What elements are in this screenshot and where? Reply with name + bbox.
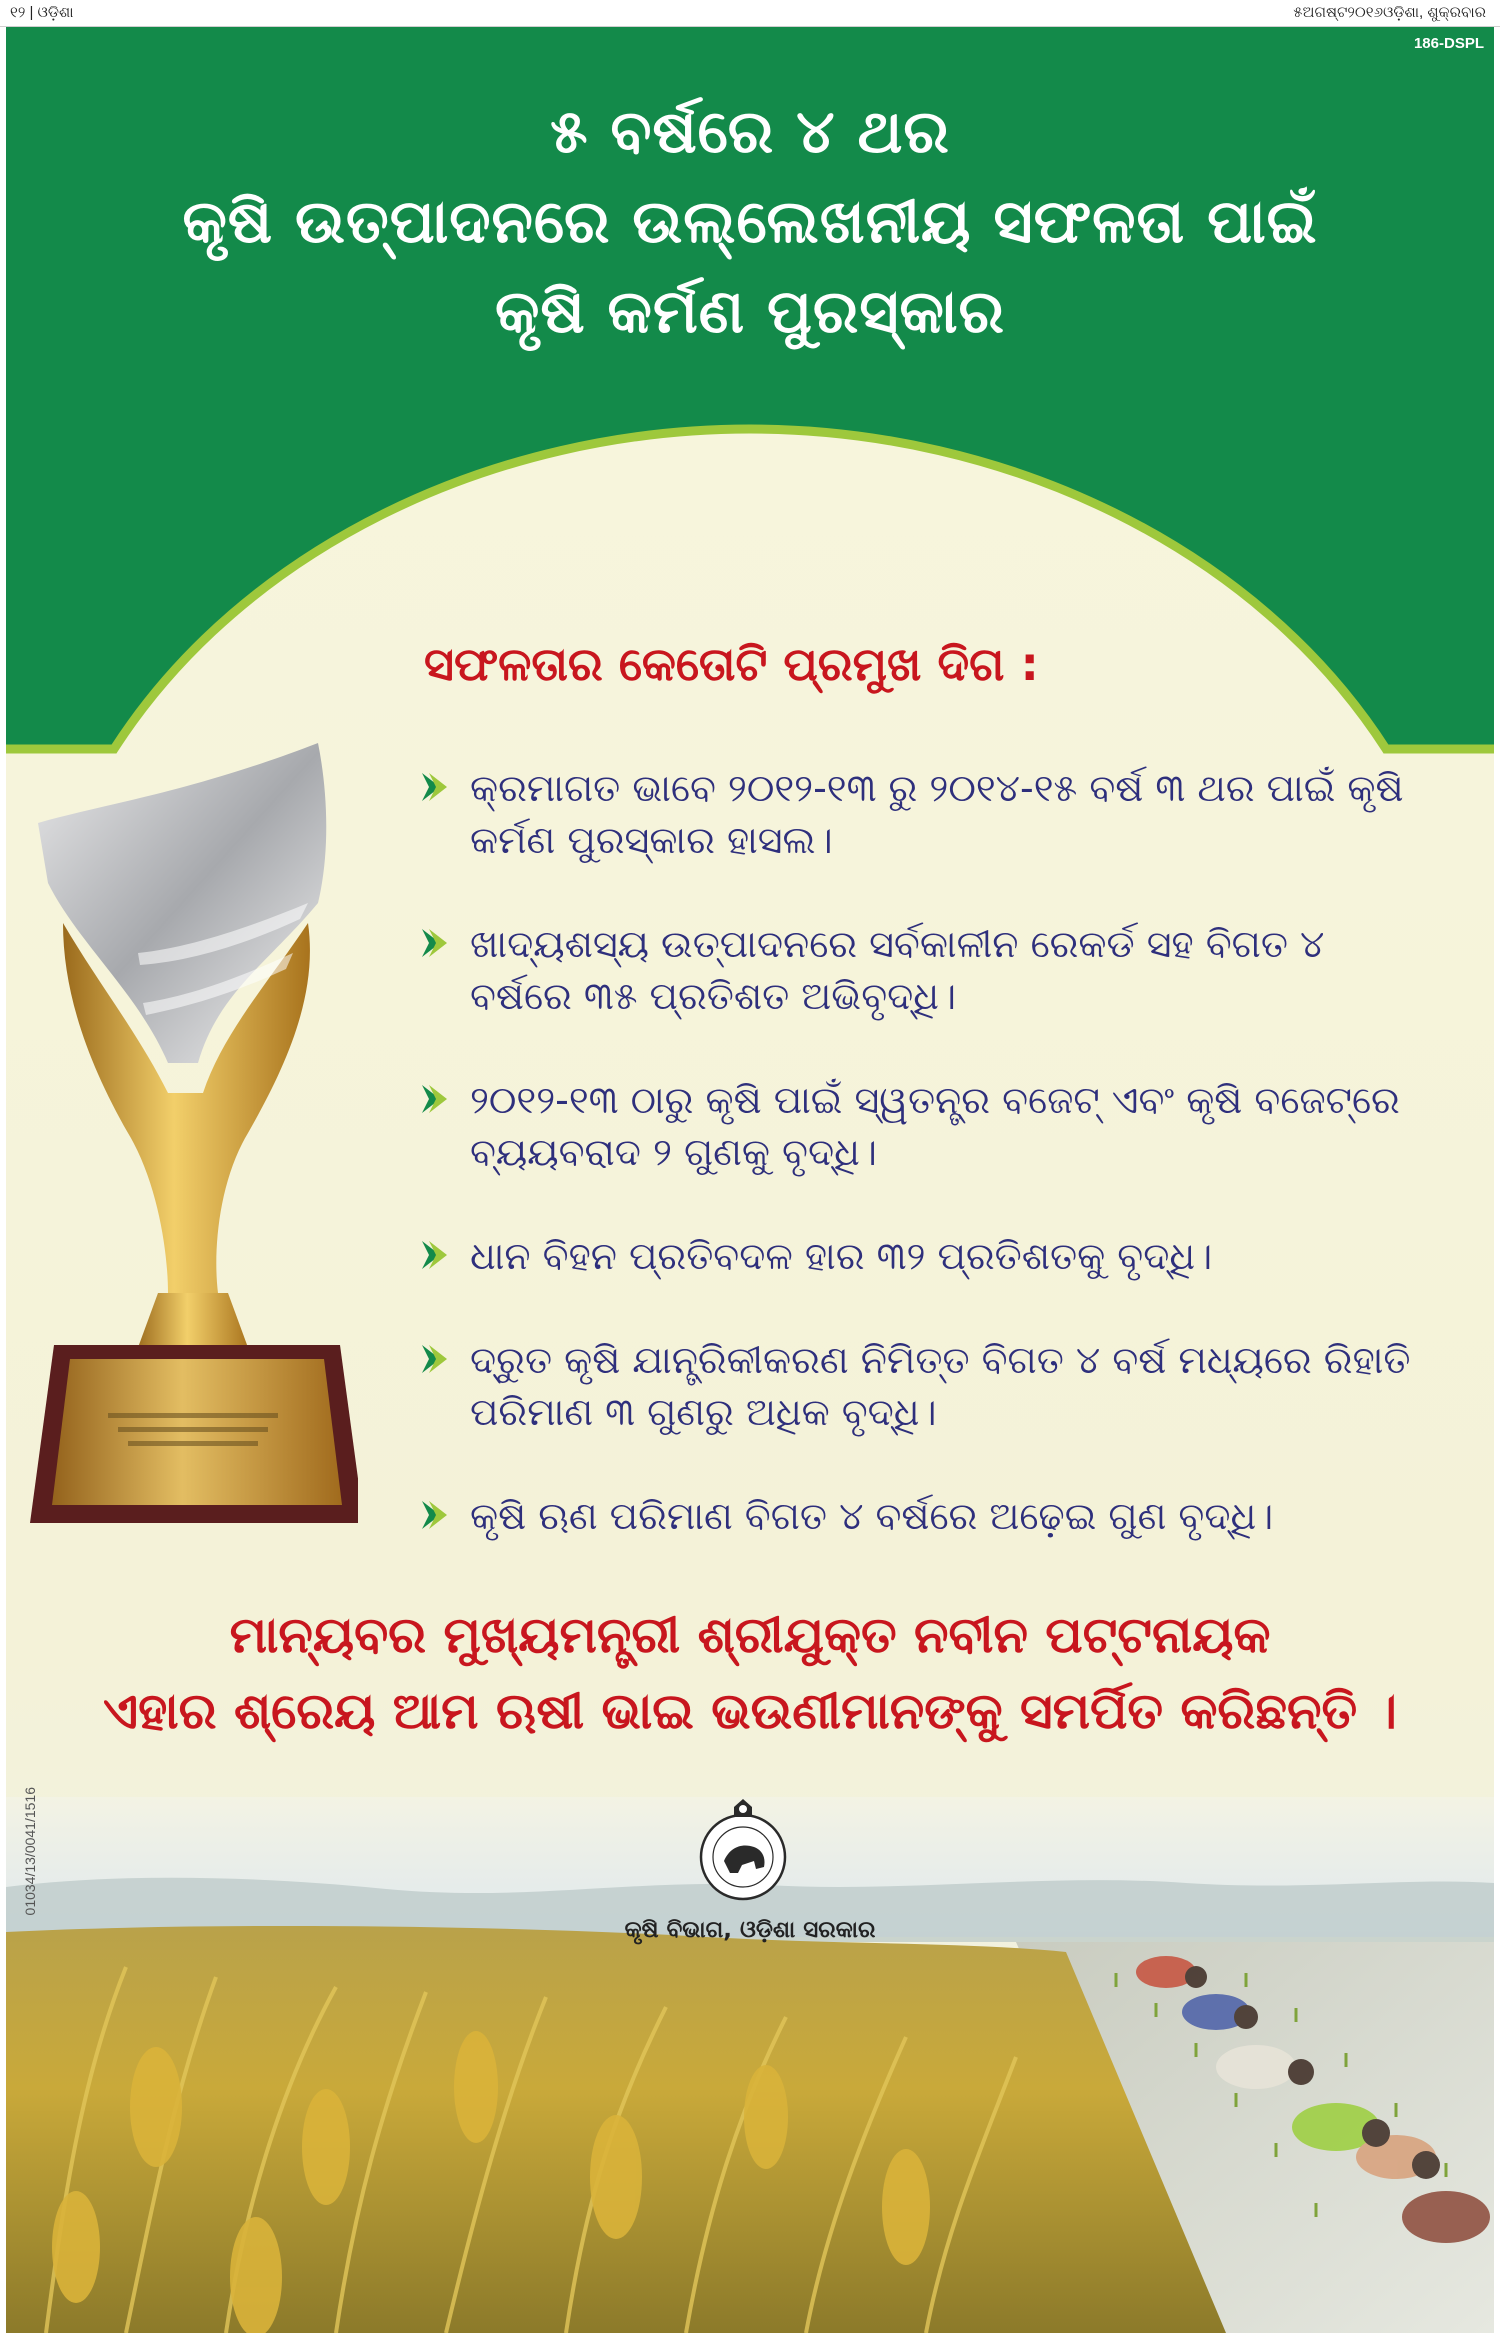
department-name: କୃଷି ବିଭାଗ, ଓଡ଼ିଶା ସରକାର <box>624 1917 876 1943</box>
chevron-right-icon <box>418 1238 448 1272</box>
list-item-text: ଦ୍ରୁତ କୃଷି ଯାନ୍ତ୍ରିକୀକରଣ ନିମିତ୍ତ ବିଗତ ୪ ବର୍ଷ ମଧ୍ୟରେ ରିହାତି ପରିମାଣ ୩ ଗୁଣରୁ ଅଧିକ ବୃଦ୍ଧି। <box>470 1338 1411 1434</box>
list-item <box>418 762 1438 866</box>
section-name: ଓଡ଼ିଶା <box>37 4 74 21</box>
credit-line-2: ଏହାର ଶ୍ରେୟ ଆମ ଋଷୀ ଭାଇ ଭଉଣୀମାନଙ୍କୁ ସମର୍ପିତ କରିଛନ୍ତି । <box>102 1682 1398 1740</box>
chief-minister-credit <box>6 1597 1494 1749</box>
credit-line-1: ମାନ୍ୟବର ମୁଖ୍ୟମନ୍ତ୍ରୀ ଶ୍ରୀଯୁକ୍ତ ନବୀନ ପଟ୍ଟନାୟକ <box>229 1606 1271 1664</box>
advertisement <box>6 27 1494 2333</box>
chevron-right-icon <box>418 770 448 804</box>
list-item <box>418 1074 1438 1178</box>
headline <box>6 87 1494 357</box>
list-item-text: ଧାନ ବିହନ ପ୍ରତିବଦଳ ହାର ୩୨ ପ୍ରତିଶତକୁ ବୃଦ୍ଧି। <box>470 1234 1213 1278</box>
ad-code: 186-DSPL <box>1413 35 1484 52</box>
achievement-list <box>418 762 1438 1594</box>
chevron-right-icon <box>418 1342 448 1376</box>
list-item <box>418 918 1438 1022</box>
list-item-text: ଖାଦ୍ୟଶସ୍ୟ ଉତ୍ପାଦନରେ ସର୍ବକାଳୀନ ରେକର୍ଡ ସହ ବିଗତ ୪ ବର୍ଷରେ ୩୫ ପ୍ରତିଶତ ଅଭିବୃଦ୍ଧି। <box>470 922 1325 1018</box>
odisha-government-emblem <box>694 1795 792 1915</box>
list-item <box>418 1490 1438 1542</box>
section-title: ସଫଳତାର କେତୋଟି ପ୍ରମୁଖ ଦିଗ : <box>424 637 1039 691</box>
chevron-right-icon <box>418 1498 448 1532</box>
headline-line-3: କୃଷି କର୍ମଣ ପୁରସ୍କାର <box>495 277 1005 347</box>
newspaper-header-strip <box>0 0 1500 27</box>
list-item-text: କୃଷି ଋଣ ପରିମାଣ ବିଗତ ୪ ବର୍ଷରେ ଅଢ଼େଇ ଗୁଣ ବୃଦ୍ଧି। <box>470 1494 1274 1538</box>
trophy-image <box>18 733 358 1543</box>
list-item-text: ୨୦୧୨-୧୩ ଠାରୁ କୃଷି ପାଇଁ ସ୍ୱତନ୍ତ୍ର ବଜେଟ୍ ଏବଂ କୃଷି ବଜେଟ୍‌ରେ ବ୍ୟୟବରାଦ ୨ ଗୁଣକୁ ବୃଦ୍ଧି। <box>470 1078 1400 1174</box>
page-info <box>10 4 74 21</box>
headline-line-2: କୃଷି ଉତ୍ପାଦନରେ ଉଲ୍ଲେଖନୀୟ ସଫଳତା ପାଇଁ <box>182 187 1318 257</box>
list-item-text: କ୍ରମାଗତ ଭାବେ ୨୦୧୨-୧୩ ରୁ ୨୦୧୪-୧୫ ବର୍ଷ ୩ ଥର ପାଇଁ କୃଷି କର୍ମଣ ପୁରସ୍କାର ହାସଲ। <box>470 766 1404 862</box>
separator: | <box>29 4 34 21</box>
release-code: 01034/13/0041/1516 <box>22 1787 38 1916</box>
list-item <box>418 1334 1438 1438</box>
chevron-right-icon <box>418 1082 448 1116</box>
page-date: ୫ଅଗଷ୍ଟ୨୦୧୬ଓଡ଼ିଶା, ଶୁକ୍ରବାର <box>1293 4 1486 21</box>
list-item <box>418 1230 1438 1282</box>
chevron-right-icon <box>418 926 448 960</box>
headline-line-1: ୫ ବର୍ଷରେ ୪ ଥର <box>550 97 950 167</box>
page-number: ୧୨ <box>10 4 26 21</box>
